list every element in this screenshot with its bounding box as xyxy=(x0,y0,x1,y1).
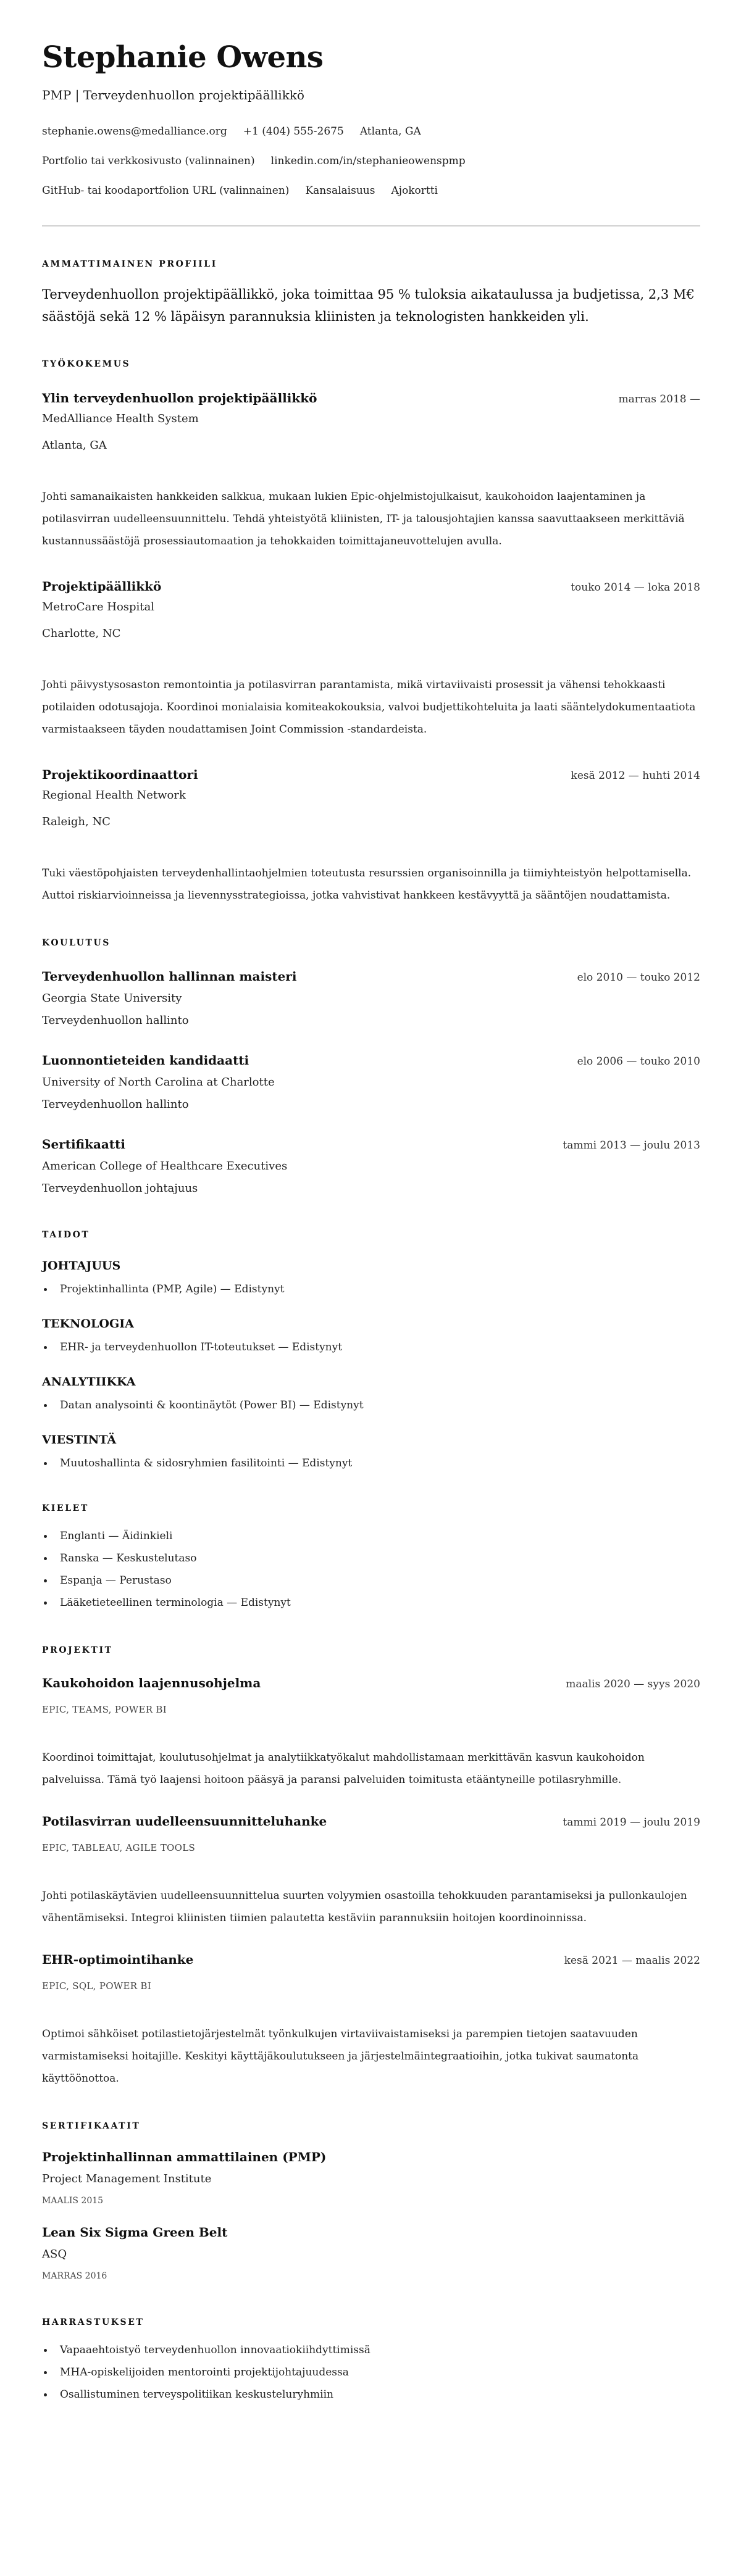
contact-item: linkedin.com/in/stephanieowenspmp xyxy=(270,155,466,167)
language-item: Lääketieteellinen terminologia — Edistynyt xyxy=(42,1592,700,1614)
job-header xyxy=(42,576,700,597)
project-technologies: EPIC, TABLEAU, AGILE TOOLS xyxy=(42,1842,196,1853)
section-heading: AMMATTIMAINEN PROFIILI xyxy=(42,259,217,269)
project-header xyxy=(42,1673,700,1694)
contact-row xyxy=(42,176,700,206)
degree-title: Sertifikaatti xyxy=(42,1137,125,1152)
hobby-list xyxy=(42,2339,700,2406)
language-item: Englanti — Äidinkieli xyxy=(42,1525,700,1547)
skill-list xyxy=(42,1281,700,1298)
project-title: EHR-optimointihanke xyxy=(42,1952,194,1967)
degree-title: Luonnontieteiden kandidaatti xyxy=(42,1053,249,1068)
candidate-name: Stephanie Owens xyxy=(42,40,324,75)
education-dates: elo 2010 — touko 2012 xyxy=(577,971,700,984)
skill-category: VIESTINTÄ xyxy=(42,1433,117,1447)
projects-section xyxy=(42,1644,700,2090)
school-name: Georgia State University xyxy=(42,992,182,1005)
candidate-title: PMP | Terveydenhuollon projektipäällikkö xyxy=(42,88,304,102)
skill-list xyxy=(42,1455,700,1472)
certification-issuer: Project Management Institute xyxy=(42,2172,212,2185)
contact-item: GitHub- tai koodaportfolion URL (valinnainen) xyxy=(42,185,290,197)
header-divider xyxy=(42,225,700,226)
project-dates: maalis 2020 — syys 2020 xyxy=(566,1678,700,1690)
field-of-study: Terveydenhuollon johtajuus xyxy=(42,1182,198,1195)
job-description: Tuki väestöpohjaisten terveydenhallintaohjelmien toteutusta resurssien organisoinnilla ja tiimiyhteistyön helpottamisella. Auttoi riskiarvioinneissa ja lievennysstrategioissa, jotka vahvistivat hankkeen kestävyyttä ja sääntöjen noudattamista. xyxy=(42,867,692,902)
school-name: American College of Healthcare Executives xyxy=(42,1160,288,1173)
job-entry xyxy=(42,576,700,741)
project-header xyxy=(42,1950,700,1971)
education-dates: elo 2006 — touko 2010 xyxy=(577,1055,700,1068)
job-location: Charlotte, NC xyxy=(42,627,121,640)
field-of-study: Terveydenhuollon hallinto xyxy=(42,1014,189,1027)
job-dates: kesä 2012 — huhti 2014 xyxy=(571,770,700,782)
certification-entry xyxy=(42,2222,700,2286)
profile-section xyxy=(42,258,700,328)
job-dates: touko 2014 — loka 2018 xyxy=(571,581,700,594)
school-name: University of North Carolina at Charlotte xyxy=(42,1076,275,1089)
skill-list xyxy=(42,1339,700,1356)
job-dates: marras 2018 — xyxy=(618,393,700,405)
certification-entry xyxy=(42,2147,700,2211)
section-heading: TAIDOT xyxy=(42,1230,90,1240)
degree-title: Terveydenhuollon hallinnan maisteri xyxy=(42,969,297,984)
project-dates: kesä 2021 — maalis 2022 xyxy=(564,1955,700,1967)
project-description: Koordinoi toimittajat, koulutusohjelmat ja analytiikkatyökalut mahdollistamaan merkittävän kasvun kaukohoidon palveluissa. Tämä työ laajensi hoitoon pääsyä ja paransi palveluiden toimitusta etääntyneille potilasryhmille. xyxy=(42,1751,645,1786)
job-header xyxy=(42,765,700,786)
job-header xyxy=(42,388,700,409)
company-name: MedAlliance Health System xyxy=(42,412,199,425)
education-entry xyxy=(42,966,700,1031)
section-heading: TYÖKOKEMUS xyxy=(42,359,131,369)
project-header xyxy=(42,1811,700,1832)
job-description: Johti päivystysosaston remontointia ja potilasvirran parantamista, mikä virtaviivaisti prosessit ja vähensi tehokkaasti potilaiden odotusajoja. Koordinoi monialaisia komiteakokouksia, valvoi budjettikohteluita ja laati sääntelydokumentaatiota varmistaakseen täyden noudattamisen Joint Commission -standardeista. xyxy=(42,679,696,736)
language-item: Ranska — Keskustelutaso xyxy=(42,1547,700,1569)
contact-item: Ajokortti xyxy=(391,185,438,197)
certification-name: Lean Six Sigma Green Belt xyxy=(42,2225,228,2240)
skill-category: ANALYTIIKKA xyxy=(42,1375,136,1389)
contact-item: Atlanta, GA xyxy=(359,125,421,138)
project-title: Potilasvirran uudelleensuunnitteluhanke xyxy=(42,1814,327,1829)
profile-summary: Terveydenhuollon projektipäällikkö, joka toimittaa 95 % tuloksia aikataulussa ja budjetissa, 2,3 M€ säästöjä sekä 12 % läpäisyn parannuksia kliinisten ja teknologisten hankkeiden yli. xyxy=(42,287,695,324)
hobbies-section xyxy=(42,2316,700,2406)
language-item: Espanja — Perustaso xyxy=(42,1569,700,1592)
skill-item: Datan analysointi & koontinäytöt (Power BI) — Edistynyt xyxy=(42,1397,700,1414)
experience-section xyxy=(42,358,700,907)
skill-category: JOHTAJUUS xyxy=(42,1259,121,1273)
skill-item: EHR- ja terveydenhuollon IT-toteutukset — Edistynyt xyxy=(42,1339,700,1356)
company-name: Regional Health Network xyxy=(42,789,186,802)
hobby-item: MHA-opiskelijoiden mentorointi projektijohtajuudessa xyxy=(42,2361,700,2383)
contact-item: stephanie.owens@medalliance.org xyxy=(42,125,227,138)
certification-date: MARRAS 2016 xyxy=(42,2271,107,2281)
education-header xyxy=(42,966,700,987)
project-description: Optimoi sähköiset potilastietojärjestelmät työnkulkujen virtaviivaistamiseksi ja parempien tietojen saatavuuden varmistamiseksi hoitajille. Keskityi käyttäjäkoulutukseen ja järjestelmäintegraatioihin, jotka tukivat saumatonta käyttöönottoa. xyxy=(42,2028,639,2085)
project-dates: tammi 2019 — joulu 2019 xyxy=(563,1816,700,1829)
education-dates: tammi 2013 — joulu 2013 xyxy=(563,1139,700,1152)
certification-name: Projektinhallinnan ammattilainen (PMP) xyxy=(42,2150,327,2164)
education-entry xyxy=(42,1050,700,1115)
contact-item: Portfolio tai verkkosivusto (valinnainen) xyxy=(42,155,255,167)
resume-page xyxy=(42,39,700,2406)
education-entry xyxy=(42,1134,700,1199)
project-entry xyxy=(42,1811,700,1929)
section-heading: KOULUTUS xyxy=(42,938,111,948)
company-name: MetroCare Hospital xyxy=(42,600,155,613)
job-location: Raleigh, NC xyxy=(42,815,111,828)
contact-item: Kansalaisuus xyxy=(305,185,375,197)
education-section xyxy=(42,937,700,1199)
project-title: Kaukohoidon laajennusohjelma xyxy=(42,1676,261,1690)
languages-section xyxy=(42,1502,700,1614)
hobby-item: Osallistuminen terveyspolitiikan keskusteluryhmiin xyxy=(42,2383,700,2406)
contact-info xyxy=(42,117,700,206)
project-technologies: EPIC, SQL, POWER BI xyxy=(42,1980,151,1992)
resume-header xyxy=(42,39,700,206)
job-title: Projektipäällikkö xyxy=(42,579,162,594)
skills-section xyxy=(42,1229,700,1472)
skill-category: TEKNOLOGIA xyxy=(42,1317,134,1331)
project-technologies: EPIC, TEAMS, POWER BI xyxy=(42,1704,167,1715)
section-heading: KIELET xyxy=(42,1503,89,1513)
contact-item: +1 (404) 555-2675 xyxy=(243,125,344,138)
project-entry xyxy=(42,1950,700,2090)
certifications-section xyxy=(42,2120,700,2286)
job-location: Atlanta, GA xyxy=(42,439,107,452)
skill-list xyxy=(42,1397,700,1414)
skill-item: Projektinhallinta (PMP, Agile) — Edistynyt xyxy=(42,1281,700,1298)
education-header xyxy=(42,1050,700,1071)
job-entry xyxy=(42,765,700,907)
job-title: Ylin terveydenhuollon projektipäällikkö xyxy=(42,391,317,405)
job-description: Johti samanaikaisten hankkeiden salkkua, mukaan lukien Epic-ohjelmistojulkaisut, kaukohoidon laajentaminen ja potilasvirran uudelleensuunnittelu. Tehdä yhteistyötä kliinisten, IT- ja talousjohtajien kanssa saavuttaakseen merkittäviä kustannussäästöjä prosessiautomaation ja tehokkaiden toimittajaneuvottelujen avulla. xyxy=(42,491,685,547)
project-description: Johti potilaskäytävien uudelleensuunnittelua suurten volyymien osastoilla tehokkuuden parantamiseksi ja pullonkaulojen vähentämiseksi. Integroi kliinisten tiimien palautetta kestäviin parannuksiin hoitojen koordinoinnissa. xyxy=(42,1890,687,1924)
certification-issuer: ASQ xyxy=(42,2248,67,2261)
hobby-item: Vapaaehtoistyö terveydenhuollon innovaatiokiihdyttimissä xyxy=(42,2339,700,2361)
education-header xyxy=(42,1134,700,1155)
skill-item: Muutoshallinta & sidosryhmien fasilitointi — Edistynyt xyxy=(42,1455,700,1472)
section-heading: SERTIFIKAATIT xyxy=(42,2121,141,2131)
contact-row xyxy=(42,146,700,176)
certification-date: MAALIS 2015 xyxy=(42,2196,104,2206)
contact-row xyxy=(42,117,700,146)
job-entry xyxy=(42,388,700,552)
job-title: Projektikoordinaattori xyxy=(42,767,198,782)
section-heading: PROJEKTIT xyxy=(42,1645,113,1655)
field-of-study: Terveydenhuollon hallinto xyxy=(42,1098,189,1111)
language-list xyxy=(42,1525,700,1614)
project-entry xyxy=(42,1673,700,1791)
section-heading: HARRASTUKSET xyxy=(42,2317,144,2327)
